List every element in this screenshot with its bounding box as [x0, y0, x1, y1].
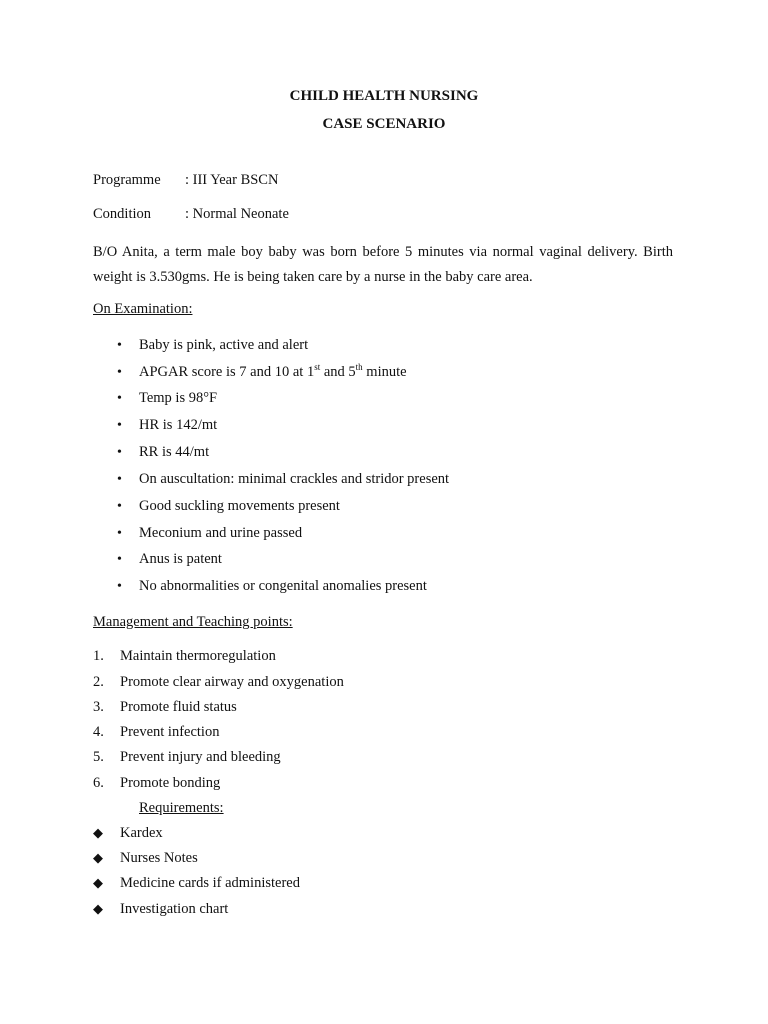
management-item: 3. Promote fluid status: [93, 699, 237, 715]
condition-value: : Normal Neonate: [185, 206, 289, 222]
requirements-heading: Requirements:: [139, 800, 224, 816]
exam-item: • Baby is pink, active and alert: [117, 337, 309, 353]
requirement-item: ◆ Kardex: [93, 825, 163, 841]
requirement-item: ◆ Nurses Notes: [93, 850, 198, 866]
bullet-icon: •: [117, 338, 122, 353]
examination-heading: On Examination:: [93, 301, 193, 317]
requirement-item: ◆ Medicine cards if administered: [93, 875, 300, 891]
exam-item: • Anus is patent: [117, 551, 222, 567]
exam-item: • HR is 142/mt: [117, 417, 218, 433]
requirement-item: ◆ Investigation chart: [93, 901, 229, 917]
management-item: 2. Promote clear airway and oxygenation: [93, 674, 344, 690]
bullet-icon: •: [117, 445, 122, 460]
bullet-icon: •: [117, 365, 122, 380]
bullet-icon: •: [117, 391, 122, 406]
exam-item: • RR is 44/mt: [117, 444, 210, 460]
management-item: 4. Prevent infection: [93, 724, 220, 740]
exam-item: • Temp is 98°F: [117, 390, 218, 406]
bullet-icon: •: [117, 418, 122, 433]
exam-item: • On auscultation: minimal crackles and stridor present: [117, 471, 450, 487]
bullet-icon: •: [117, 472, 122, 487]
exam-item: • Good suckling movements present: [117, 498, 340, 514]
exam-item: • No abnormalities or congenital anomalies present: [117, 578, 427, 594]
intro-paragraph: B/O Anita, a term male boy baby was born before 5 minutes via normal vaginal delivery. Birth weight is 3.530gms. He is being taken care by a nurse in the baby care area.: [93, 244, 673, 285]
condition-field: [93, 206, 289, 223]
programme-label: Programme: [93, 172, 161, 188]
bullet-icon: •: [117, 552, 122, 567]
document-subtitle: CASE SCENARIO: [322, 116, 446, 132]
management-item: 1. Maintain thermoregulation: [93, 648, 276, 664]
diamond-bullet-icon: ◆: [93, 875, 103, 890]
exam-item: • Meconium and urine passed: [117, 525, 303, 541]
condition-label: Condition: [93, 206, 152, 222]
management-heading: Management and Teaching points:: [93, 614, 293, 630]
diamond-bullet-icon: ◆: [93, 850, 103, 865]
bullet-icon: •: [117, 499, 122, 514]
management-item: 6. Promote bonding: [93, 775, 221, 791]
exam-item-apgar: • APGAR score is 7 and 10 at 1st and 5th minute: [117, 362, 407, 380]
programme-field: [93, 172, 278, 189]
management-item: 5. Prevent injury and bleeding: [93, 749, 281, 765]
bullet-icon: •: [117, 526, 122, 541]
bullet-icon: •: [117, 579, 122, 594]
programme-value: : III Year BSCN: [185, 172, 279, 188]
diamond-bullet-icon: ◆: [93, 825, 103, 840]
document-title: CHILD HEALTH NURSING: [289, 88, 479, 104]
diamond-bullet-icon: ◆: [93, 901, 103, 916]
